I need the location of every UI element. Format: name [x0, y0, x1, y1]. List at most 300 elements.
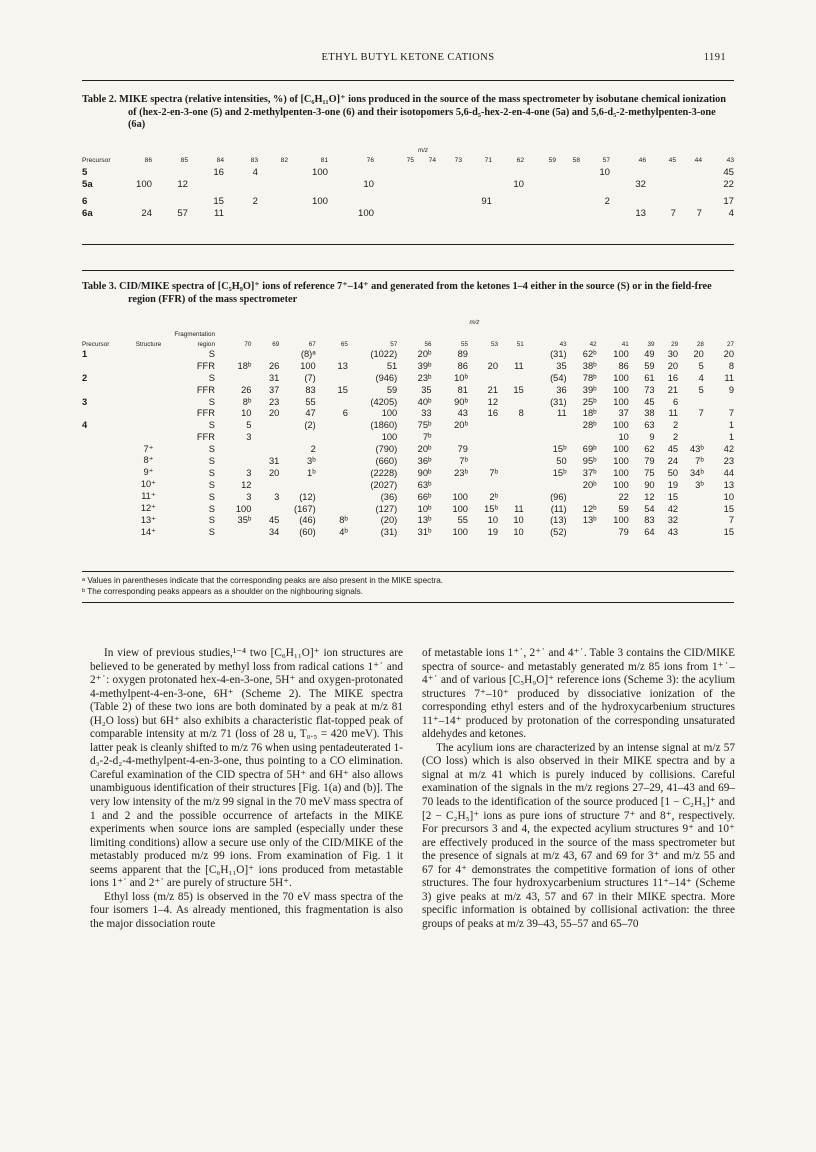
table3-cell: 39ᵇ [417, 360, 432, 371]
table2-cell: 22 [723, 178, 734, 190]
table3-region-cell: S [208, 455, 215, 466]
table3-cell: 2 [672, 420, 679, 431]
table2-cell: 91 [481, 196, 492, 208]
table3-precursor-cell [82, 467, 127, 479]
table3-column-header-row [82, 338, 734, 348]
table3-cell: 55 [457, 515, 468, 526]
table3-cell: 45 [268, 515, 280, 526]
table3-cell: 15ᵇ [552, 444, 567, 455]
table3-cell [468, 479, 498, 491]
table3-cell [251, 443, 279, 455]
table3-cell: 16 [667, 372, 679, 383]
table3-cell: 10 [513, 527, 524, 538]
table2-column-header-row [82, 154, 734, 167]
table2-cell [328, 167, 374, 179]
table3-cell: (31) [550, 348, 567, 359]
table2-cell [556, 167, 580, 179]
table3-cell: 59 [386, 384, 398, 395]
table3-cell: 21 [487, 384, 498, 395]
table3-structure-cell: 12⁺ [140, 503, 157, 514]
table3-cell: 11 [514, 503, 524, 514]
table3-cell: 38 [644, 408, 655, 419]
table3-cell [316, 491, 348, 503]
table2-cell: 16 [213, 167, 224, 179]
table3-cell: 13ᵇ [582, 515, 597, 526]
table3-cell: 7ᵇ [489, 467, 498, 478]
table3-cell: 100 [452, 491, 468, 502]
table3-cell: 54 [644, 503, 655, 514]
table3-cell: 7 [728, 408, 734, 419]
table2-cell [436, 167, 462, 179]
table3-cell: 21 [667, 384, 679, 395]
table3-cell [567, 526, 597, 538]
table3-region-cell: S [208, 467, 215, 478]
table3-cell: 47 [305, 408, 316, 419]
table3-row [82, 372, 734, 384]
table3-cell [524, 431, 567, 443]
table3-cell [251, 431, 279, 443]
table3-structure-cell [127, 384, 170, 396]
table2-cell: 100 [311, 167, 328, 179]
table3-cell: 31ᵇ [417, 527, 432, 538]
table2-cell: 4 [728, 208, 734, 220]
table3-region-cell: S [208, 515, 215, 526]
table2-caption [82, 94, 734, 132]
table3-cell: (36) [380, 491, 398, 502]
table2-cell [414, 208, 436, 220]
table3-cell: 12 [241, 479, 252, 490]
table3-column-header: 27 [726, 341, 734, 348]
table3-cell: 75 [644, 467, 655, 478]
table3-structure-cell: 10⁺ [140, 479, 157, 490]
table2-cell [224, 208, 258, 220]
table3-structure-cell [127, 407, 170, 419]
table3-cell [215, 455, 251, 467]
table3-caption-text: CID/MIKE spectra of [C₅H₉O]⁺ ions of reference 7⁺–14⁺ and generated from the ketones 1–4 either in the source (S) or in the field-free region (FFR) of the mass spectrometer [119, 281, 712, 305]
table3-cell: 12 [644, 491, 655, 502]
table3-cell: 11 [668, 408, 679, 419]
table3-cell: 2ᵇ [489, 491, 498, 502]
table3-cell: 8ᵇ [339, 515, 348, 526]
table3-cell: 42 [667, 503, 679, 514]
table3-cell: 10 [723, 491, 734, 502]
table2-cell [374, 208, 414, 220]
table3-cell: 6 [342, 408, 348, 419]
table3-cell: (54) [550, 372, 567, 383]
table3-column-header: 51 [516, 341, 524, 348]
table3-cell: 4 [698, 372, 704, 383]
table3-cell: 100 [613, 372, 629, 383]
table3-column-header: 39 [647, 341, 655, 348]
table3-cell [316, 479, 348, 491]
table3-cell: (8)ᵃ [300, 348, 316, 359]
table2-cell [436, 179, 462, 191]
table3-header-spacer [82, 328, 170, 338]
table2-cell: 24 [141, 208, 152, 220]
table2-cell [610, 196, 646, 208]
table2-cell: 100 [135, 178, 152, 190]
table2-cell [524, 208, 556, 220]
table3-cell: 20 [693, 348, 704, 359]
table3-cell: 75ᵇ [417, 420, 432, 431]
table2-cell: 32 [635, 178, 646, 190]
table3-bottom-rule [82, 602, 734, 603]
table2-column-header: 45 [668, 157, 676, 164]
table3-cell [567, 431, 597, 443]
table3-column-header: 42 [589, 341, 597, 348]
table2-cell: 45 [723, 167, 734, 179]
table2-column-header: 59 [548, 157, 556, 164]
table3-cell: (12) [299, 491, 316, 502]
table3-cell [316, 396, 348, 408]
table2-cell [374, 167, 414, 179]
table2-column-header: 58 [572, 157, 580, 164]
table3-cell: 100 [613, 444, 629, 455]
table3-structure-cell [127, 431, 170, 443]
table2-cell [188, 179, 224, 191]
table3-region-header-line1: Fragmentation [174, 331, 215, 338]
table2-cell [580, 208, 610, 220]
table3-cell: 100 [381, 432, 398, 443]
table3-cell: 25ᵇ [582, 396, 597, 407]
table3-cell: 100 [613, 479, 629, 490]
table3-cell: 35 [556, 360, 567, 371]
table3-precursor-cell [82, 443, 127, 455]
table3-cell: 86 [618, 360, 629, 371]
table3-cell: 59 [644, 360, 655, 371]
table3-column-header: 67 [308, 341, 316, 348]
table2-cell [112, 167, 152, 179]
table3-cell: 45 [667, 444, 679, 455]
table3-cell: 20ᵇ [417, 444, 432, 455]
table2-cell [492, 208, 524, 220]
table2-cell: 2 [604, 196, 610, 208]
table3-precursor-cell [82, 455, 127, 467]
table3-cell: 33 [421, 408, 432, 419]
table3-region-cell: FFR [196, 432, 215, 443]
page-number: 1191 [703, 52, 726, 63]
table3-cell: 36ᵇ [417, 455, 432, 466]
table3-cell [215, 348, 251, 360]
table3-cell: 3 [246, 467, 252, 478]
table3-structure-cell [127, 372, 170, 384]
table3-cell [678, 491, 704, 503]
table3-cell: 12 [487, 396, 498, 407]
table3-caption-label: Table 3. [82, 281, 117, 292]
table2-cell: 2 [252, 196, 258, 208]
table3-cell: 20 [487, 360, 498, 371]
table2-column-header: 84 [216, 157, 224, 164]
table3-cell: (11) [550, 503, 567, 514]
table3-mz-spacer [82, 316, 215, 328]
table3-cell: 19 [667, 479, 679, 490]
table2-row [82, 167, 734, 179]
table3-cell: (2228) [370, 467, 398, 478]
table3-column-header: 69 [272, 341, 280, 348]
table2-cell: 13 [635, 208, 646, 220]
table3-cell [251, 503, 279, 515]
table3-cell: 86 [457, 360, 468, 371]
table3-cell: 59 [618, 503, 629, 514]
table3-cell: 15 [513, 384, 524, 395]
table3-region-cell: FFR [196, 408, 215, 419]
table3-cell [678, 526, 704, 538]
table2-cell [524, 196, 556, 208]
table3-cell: 63 [644, 420, 655, 431]
table3-cell: 7 [698, 408, 704, 419]
table3-cell [316, 419, 348, 431]
table3-cell [432, 431, 468, 443]
table3-cell: 5 [246, 420, 252, 431]
table3-cell: (60) [299, 527, 316, 538]
table2-precursor-header: Precursor [82, 157, 111, 164]
table3-cell [498, 455, 524, 467]
table3-cell: 62 [644, 444, 655, 455]
table2-cell [328, 196, 374, 208]
table2-cell [580, 179, 610, 191]
table2-cell [676, 179, 702, 191]
table3-cell: 37ᵇ [582, 467, 597, 478]
table3-cell: 13ᵇ [417, 515, 432, 526]
table3-precursor-cell: 3 [82, 396, 88, 407]
table3-cell [251, 479, 279, 491]
table2-column-header: 81 [320, 157, 328, 164]
table3-column-header: 55 [460, 341, 468, 348]
table2-column-header: 71 [484, 157, 492, 164]
table3-cell: 3 [274, 491, 280, 502]
table3-column-header: 56 [424, 341, 432, 348]
table3-row [82, 396, 734, 408]
table3-precursor-cell: 2 [82, 372, 88, 383]
table2-cell [646, 167, 676, 179]
table2-cell [258, 167, 288, 179]
table3-cell: 13 [723, 479, 734, 490]
table3-cell: 50 [556, 455, 567, 466]
table3-cell [567, 491, 597, 503]
table3-row [82, 443, 734, 455]
table3 [82, 316, 734, 538]
table3-cell: 18ᵇ [582, 408, 597, 419]
table2-column-header: 46 [638, 157, 646, 164]
table3-cell: (1022) [370, 348, 398, 359]
table3-precursor-cell [82, 526, 127, 538]
running-header [90, 52, 726, 68]
table3-cell: 11 [724, 372, 734, 383]
table3-cell: 43ᵇ [689, 444, 704, 455]
table3-cell [468, 443, 498, 455]
table3-cell: 39ᵇ [582, 384, 597, 395]
table3-row [82, 514, 734, 526]
table3-cell [498, 372, 524, 384]
table3-precursor-cell [82, 384, 127, 396]
table3-cell: 7ᵇ [695, 455, 704, 466]
table3-cell: 6 [672, 396, 679, 407]
table2-cell [414, 167, 436, 179]
table2-precursor-cell: 6 [82, 196, 88, 208]
table3-column-header: 43 [559, 341, 567, 348]
table3-cell: 1ᵇ [307, 467, 316, 478]
table2-cell [288, 179, 328, 191]
table3-cell: 34ᵇ [689, 467, 704, 478]
table3-mz-header-row [82, 316, 734, 328]
table3-column-header: 41 [621, 341, 629, 348]
table3-row [82, 526, 734, 538]
table3-cell: (2027) [370, 479, 398, 490]
table3-cell: (13) [550, 515, 567, 526]
table2-cell [646, 179, 676, 191]
table3-cell: 7 [728, 515, 734, 526]
table3-cell [251, 348, 279, 360]
table3-structure-cell [127, 348, 170, 360]
table3-region-cell: S [208, 527, 215, 538]
table3-cell: 37 [618, 408, 629, 419]
table3-cell: 10 [513, 515, 524, 526]
right-column [422, 647, 735, 931]
table3-cell: 32 [667, 515, 679, 526]
table3-cell: (31) [380, 527, 398, 538]
table3-cell: 26 [241, 384, 252, 395]
table3-cell: (20) [380, 515, 398, 526]
table3-cell: 20 [268, 467, 280, 478]
table3-cell [678, 503, 704, 515]
table3-precursor-cell [82, 360, 127, 372]
table3-cell [215, 372, 251, 384]
table3-cell: 15 [337, 384, 348, 395]
table3-cell: 95ᵇ [582, 455, 597, 466]
table3-cell: 35 [421, 384, 432, 395]
table3-cell: 100 [235, 503, 252, 514]
table3-header-spacer [215, 328, 734, 338]
table3-cell: 10 [618, 432, 629, 443]
table3-region-cell: FFR [196, 384, 215, 395]
table3-cell [678, 419, 704, 431]
table3-structure-cell: 7⁺ [143, 443, 154, 454]
table2-bottom-rule [82, 244, 734, 245]
table2-cell [646, 196, 676, 208]
table3-cell: (790) [375, 444, 398, 455]
table2-cell [288, 208, 328, 220]
table3-cell: 38ᵇ [582, 360, 597, 371]
table3-cell: 100 [452, 503, 468, 514]
table2-cell [610, 167, 646, 179]
running-title: ETHYL BUTYL KETONE CATIONS [321, 52, 495, 63]
table3-cell: 100 [613, 348, 629, 359]
table3-cell [316, 348, 348, 360]
table3-cell: 1 [728, 432, 734, 443]
table3-cell: 4ᵇ [339, 527, 348, 538]
table3-cell: 10 [241, 408, 252, 419]
table3-cell: 9 [728, 384, 734, 395]
table3-cell: 23ᵇ [417, 372, 432, 383]
table3-cell: 66ᵇ [417, 491, 432, 502]
table3-cell: 100 [613, 396, 629, 407]
table3-cell [524, 479, 567, 491]
table3-cell: 79 [644, 455, 655, 466]
table3-cell [498, 443, 524, 455]
table3-row [82, 431, 734, 443]
table2-cell: 12 [177, 178, 188, 190]
table3-cell: (46) [299, 515, 316, 526]
table3-structure-cell: 13⁺ [140, 514, 157, 525]
table2-cell: 4 [252, 167, 258, 179]
table3-structure-cell: 11⁺ [141, 491, 156, 502]
table3-cell: 78ᵇ [582, 372, 597, 383]
table3-cell: (52) [550, 527, 567, 538]
table3-cell: 79 [618, 527, 629, 538]
table3-precursor-cell: 4 [82, 420, 88, 431]
table3-cell [316, 503, 348, 515]
table3-cell [468, 372, 498, 384]
table3-cell: 7ᵇ [459, 455, 468, 466]
table2-cell: 100 [311, 196, 328, 208]
table3-cell: 5 [698, 384, 704, 395]
table3-cell [704, 396, 734, 408]
table3-row [82, 503, 734, 515]
table3-row [82, 348, 734, 360]
table3-cell: 8ᵇ [242, 396, 252, 407]
table3-precursor-cell [82, 407, 127, 419]
table3-row [82, 479, 734, 491]
table3-cell: 61 [644, 372, 655, 383]
table3-structure-cell: 14⁺ [140, 526, 157, 537]
table3-region-cell: S [208, 372, 215, 383]
table3-cell [468, 431, 498, 443]
table3-cell: 100 [381, 408, 398, 419]
table3-column-header: 28 [696, 341, 704, 348]
table3-cell: 100 [452, 527, 468, 538]
table2-top-rule [82, 80, 734, 81]
table3-column-header: 70 [244, 341, 252, 348]
table3-structure-cell [127, 396, 170, 408]
table3-cell: (660) [375, 455, 398, 466]
table3-cell [498, 467, 524, 479]
table2-cell [112, 196, 152, 208]
table3-column-header: 65 [340, 341, 348, 348]
table3-cell: 90 [644, 479, 655, 490]
table3-cell [678, 431, 704, 443]
table2-cell [492, 196, 524, 208]
table2-cell: 15 [213, 196, 224, 208]
table3-cell: 23 [723, 455, 734, 466]
table3-cell: (1860) [370, 420, 398, 431]
table3-cell: (4205) [370, 396, 398, 407]
table3-cell: 89 [457, 348, 468, 359]
table3-cell [524, 419, 567, 431]
table3-cell: 30 [667, 348, 679, 359]
table3-cell: 83 [305, 384, 316, 395]
table3-cell [498, 419, 524, 431]
table3-cell: 69ᵇ [582, 444, 597, 455]
table3-row [82, 467, 734, 479]
table3-cell: 26 [268, 360, 280, 371]
table3-footnotes [82, 575, 734, 597]
table2-column-header: 85 [180, 157, 188, 164]
table3-cell: (946) [375, 372, 398, 383]
table3-cell: 44 [723, 467, 734, 478]
table3-cell: 45 [644, 396, 655, 407]
table3-cell: 31 [268, 372, 280, 383]
table3-cell [498, 348, 524, 360]
table3-cell [316, 443, 348, 455]
footnote-a: ᵃ Values in parentheses indicate that the corresponding peaks are also present in the MIKE spectra. [82, 576, 444, 585]
table3-structure-header: Structure [135, 341, 162, 348]
table3-cell: 20 [667, 360, 679, 371]
table2-column-header: 82 [280, 157, 288, 164]
table3-cell: 62ᵇ [582, 348, 597, 359]
right-paragraph-1: of metastable ions 1⁺˙, 2⁺˙ and 4⁺˙. Table 3 contains the CID/MIKE spectra of source- and metastably generated m/z 85 ions from 1⁺˙–4⁺˙ and of various [C₅H₉O]⁺ reference ions (Scheme 3): the acylium structures 7⁺–10⁺ produced by dissociative ionization of the corresponding ethyl esters and of the hydroxycarbenium structures 11⁺–14⁺ produced by protonation of the corresponding unsaturated aldehydes and ketones. [422, 647, 735, 741]
table3-cell: 31 [268, 455, 280, 466]
table3-cell: 83 [644, 515, 655, 526]
